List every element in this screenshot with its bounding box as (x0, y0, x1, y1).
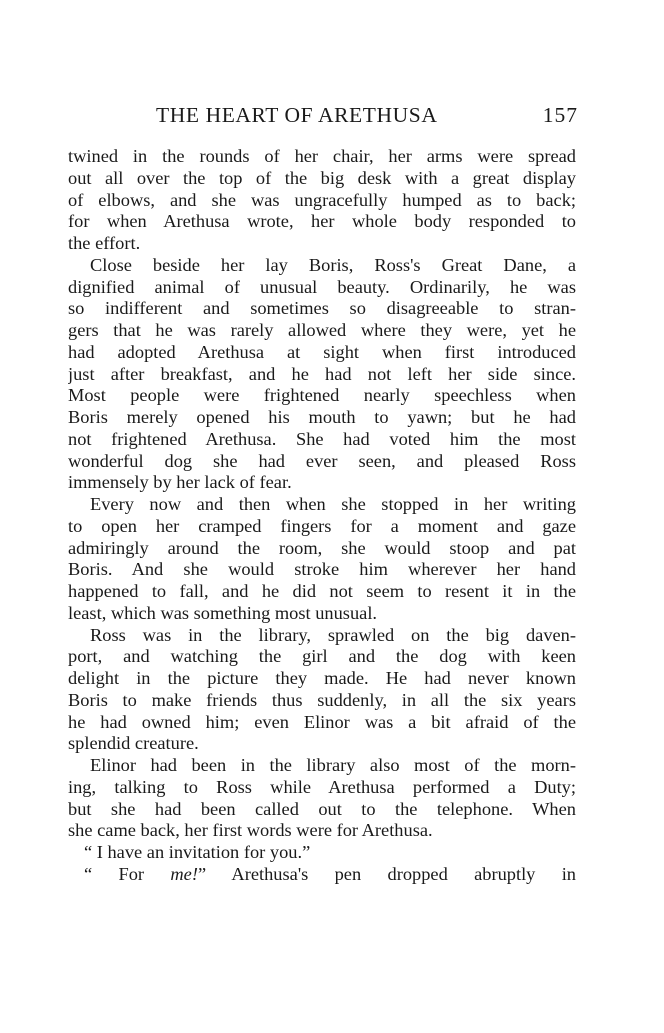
text-line: Boris merely opened his mouth to yawn; but he had (68, 407, 576, 427)
dialogue-line: “ I have an invitation for you.” (84, 842, 311, 862)
text-line: happened to fall, and he did not seem to resent it in the (68, 581, 576, 601)
text-line: Boris. And she would stroke him wherever her hand (68, 559, 576, 580)
paragraph-first-line: Elinor had been in the library also most of the morn- (90, 755, 576, 775)
text-line: admiringly around the room, she would stoop and pat (68, 537, 576, 558)
text-line: port, and watching the girl and the dog with keen (68, 646, 576, 667)
text-line: Boris to make friends thus suddenly, in all the six years (68, 689, 576, 710)
text-line: the effort. (68, 233, 141, 253)
page-number: 157 (542, 103, 578, 127)
text-line: for when Arethusa wrote, her whole body responded to (68, 211, 576, 232)
text-line: so indifferent and sometimes so disagreeable to stran- (68, 298, 576, 319)
text-line: Most people were frightened nearly speechless when (68, 385, 576, 406)
text-line: immensely by her lack of fear. (68, 472, 292, 493)
text-line: just after breakfast, and he had not left her side since. (68, 363, 576, 384)
text-line: out all over the top of the big desk with a great display (68, 167, 576, 188)
text-line: of elbows, and she was ungracefully humped as to back; (68, 189, 576, 210)
running-head (68, 103, 578, 133)
text-line: twined in the rounds of her chair, her arms were spread (68, 146, 576, 166)
text-line: wonderful dog she had ever seen, and pleased Ross (68, 450, 576, 471)
text-line: she came back, her first words were for Arethusa. (68, 820, 433, 841)
emphasized-word: me! (170, 863, 198, 884)
text-line: least, which was something most unusual. (68, 602, 378, 623)
text-line: splendid creature. (68, 733, 199, 754)
quote-open: “ For (84, 863, 171, 884)
text-line: ing, talking to Ross while Arethusa performed a Duty; (68, 776, 576, 797)
text-line: not frightened Arethusa. She had voted him the most (68, 428, 576, 449)
paragraph-first-line: Every now and then when she stopped in her writing (90, 494, 576, 514)
dialogue-line (68, 864, 576, 886)
body-text (68, 146, 576, 886)
text-line: dignified animal of unusual beauty. Ordinarily, he was (68, 276, 576, 297)
text-line: but she had been called out to the telephone. When (68, 798, 576, 819)
text-line: delight in the picture they made. He had never known (68, 668, 576, 688)
text-line: had adopted Arethusa at sight when first introduced (68, 341, 576, 362)
running-title: THE HEART OF ARETHUSA (156, 103, 438, 127)
text-line: gers that he was rarely allowed where they were, yet he (68, 320, 576, 340)
text-line: he had owned him; even Elinor was a bit afraid of the (68, 711, 576, 732)
quote-rest: ” Arethusa's pen dropped abruptly in (197, 863, 576, 884)
paragraph-first-line: Ross was in the library, sprawled on the big daven- (90, 624, 576, 645)
text-line: to open her cramped fingers for a moment and gaze (68, 515, 576, 536)
paragraph-first-line: Close beside her lay Boris, Ross's Great Dane, a (90, 254, 576, 275)
